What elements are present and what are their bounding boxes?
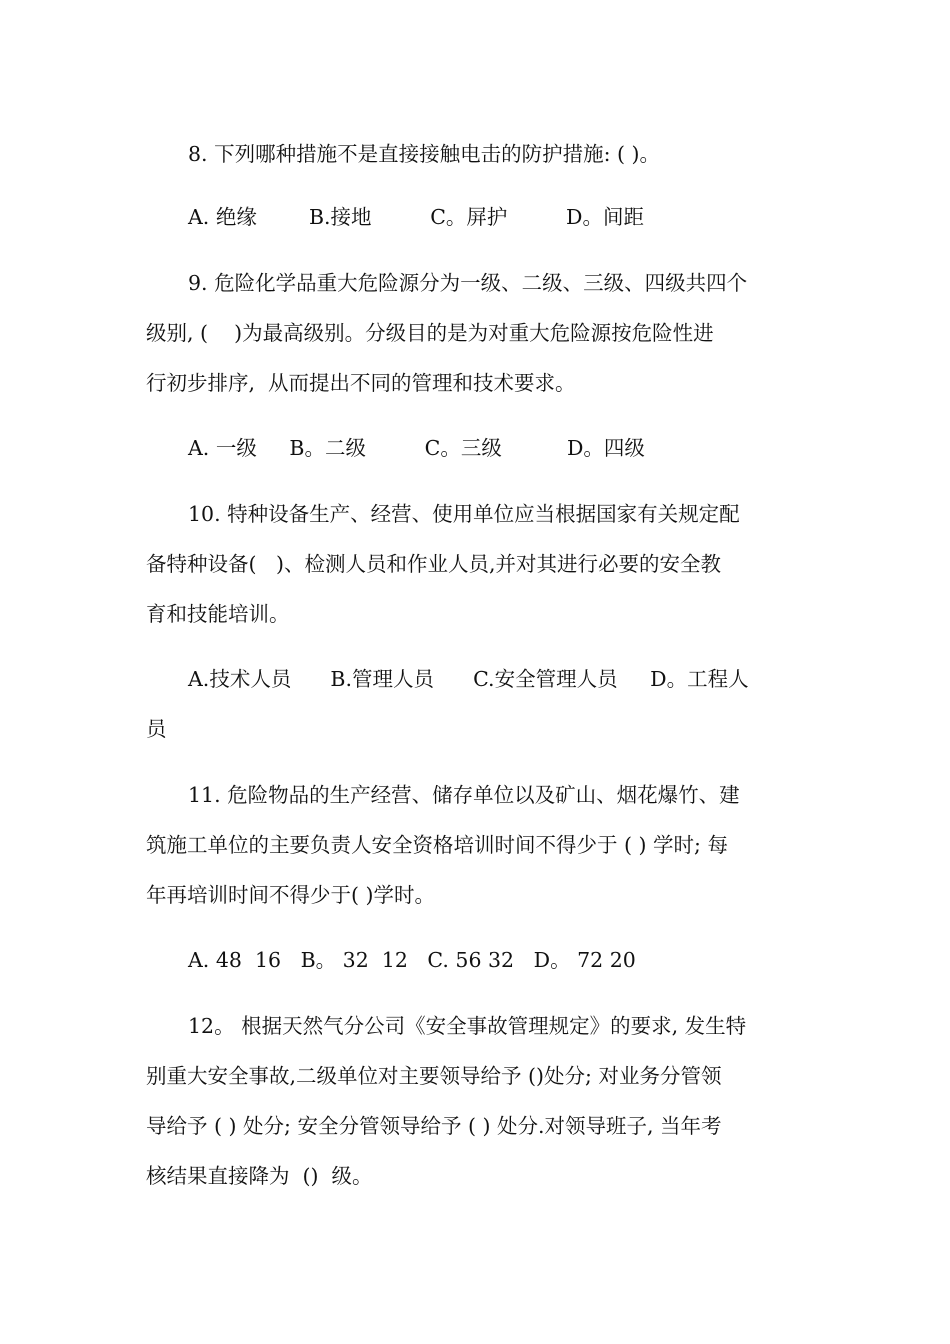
question-9-stem-line-1: 9. 危险化学品重大危险源分为一级、二级、三级、四级共四个 xyxy=(188,271,748,295)
question-11-options: A. 48 16 B。 32 12 C. 56 32 D。 72 20 xyxy=(188,948,636,972)
question-9-options: A. 一级 B。二级 C。三级 D。四级 xyxy=(188,436,645,460)
question-11-stem-line-3: 年再培训时间不得少于( )学时。 xyxy=(146,883,436,907)
question-8-stem: 8. 下列哪种措施不是直接接触电击的防护措施: ( )。 xyxy=(188,142,661,166)
question-12-stem-line-4: 核结果直接降为 () 级。 xyxy=(146,1164,373,1188)
question-12-stem-line-2: 别重大安全事故,二级单位对主要领导给予 ()处分; 对业务分管领 xyxy=(146,1064,722,1088)
question-12-stem-line-1: 12。 根据天然气分公司《安全事故管理规定》的要求, 发生特 xyxy=(188,1014,747,1038)
question-10-stem-line-3: 育和技能培训。 xyxy=(146,602,290,626)
question-11-stem-line-2: 筑施工单位的主要负责人安全资格培训时间不得少于 ( ) 学时; 每 xyxy=(146,833,728,857)
question-9-stem-line-3: 行初步排序, 从而提出不同的管理和技术要求。 xyxy=(146,371,576,395)
question-8-options: A. 绝缘 B.接地 C。屏护 D。间距 xyxy=(188,205,644,229)
question-10-stem-line-2: 备特种设备( )、检测人员和作业人员,并对其进行必要的安全教 xyxy=(146,552,722,576)
question-10-options-line-2: 员 xyxy=(146,717,167,741)
question-10-options-line-1: A.技术人员 B.管理人员 C.安全管理人员 D。工程人 xyxy=(188,667,749,691)
question-9-stem-line-2: 级别, ( )为最高级别。分级目的是为对重大危险源按危险性进 xyxy=(146,321,714,345)
question-10-stem-line-1: 10. 特种设备生产、经营、使用单位应当根据国家有关规定配 xyxy=(188,502,740,526)
question-12-stem-line-3: 导给予 ( ) 处分; 安全分管领导给予 ( ) 处分.对领导班子, 当年考 xyxy=(146,1114,722,1138)
question-11-stem-line-1: 11. 危险物品的生产经营、储存单位以及矿山、烟花爆竹、建 xyxy=(188,783,740,807)
